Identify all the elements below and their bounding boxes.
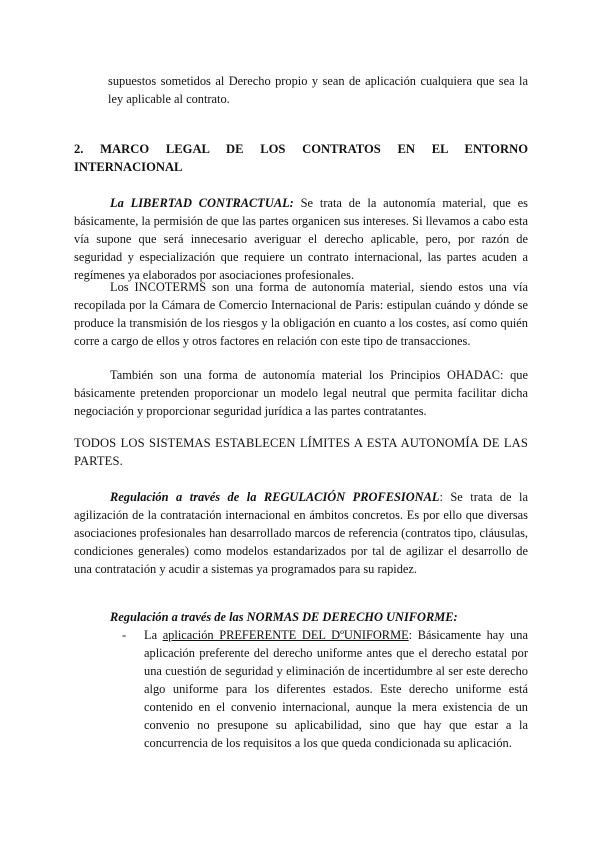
ohadac-paragraph: También son una forma de autonomía material los Principios OHADAC: que básicamente pretenden proporcionar un modelo legal neutral que permita facilitar dicha negociación y proporcionar seguridad jurídica a las partes contratantes. bbox=[74, 368, 528, 418]
section-heading: 2. MARCO LEGAL DE LOS CONTRATOS EN EL ENTORNO INTERNACIONAL bbox=[74, 142, 528, 174]
libertad-title: La LIBERTAD CONTRACTUAL: bbox=[110, 196, 294, 210]
limits-statement: TODOS LOS SISTEMAS ESTABLECEN LÍMITES A ESTA AUTONOMÍA DE LAS PARTES. bbox=[74, 436, 528, 468]
bullet-dash: - bbox=[122, 628, 127, 642]
regulacion-profesional-text: : Se trata de la agilización de la contratación internacional en ámbitos concretos. Es por ello que diversas asociaciones profesionales han desarrollado marcos de referencia (contratos tipo, cláusulas, condiciones generales) como modelos estandarizados por tal de agilizar el desarrollo de una contratación y acudir a sistemas ya programados para su rapidez. bbox=[74, 490, 528, 576]
incoterms-paragraph: Los INCOTERMS son una forma de autonomía material, siendo estos una vía recopilada por la Cámara de Comercio Internacional de Paris: estipulan cuándo y dónde se produce la transmisión de los riesgos y la obligación en cuanto a los costes, así como quién corre a cargo de ellos y otros factores en relación con este tipo de transacciones. bbox=[74, 280, 528, 348]
regulacion-uniforme-heading: Regulación a través de las NORMAS DE DERECHO UNIFORME: bbox=[110, 610, 458, 624]
regulacion-profesional-paragraph bbox=[74, 488, 528, 578]
libertad-text: Se trata de la autonomía material, que es básicamente, la permisión de que las partes organicen sus intereses. Si llevamos a cabo esta vía supone que será innecesario averiguar el derecho aplicable, pero, por razón de seguridad y especialización que requiere un contrato internacional, las partes acuden a regímenes ya elaborados por asociaciones profesionales. bbox=[74, 196, 528, 282]
uniforme-underlined-term: aplicación PREFERENTE DEL DºUNIFORME bbox=[162, 628, 409, 642]
uniforme-bullet-item: La aplicación PREFERENTE DEL DºUNIFORME: Básicamente hay una aplicación preferente del derecho uniforme antes que el derecho estatal por una cuestión de seguridad y eliminación de incertidumbre al ser este derecho algo uniforme para los diferentes estados. Este derecho uniforme está contenido en el convenio internacional, aunque la mera existencia de un convenio no presupone su aplicabilidad, sino que hay que estar a la concurrencia de los requisitos a los que queda condicionada su aplicación. bbox=[144, 628, 529, 750]
regulacion-profesional-title: Regulación a través de la REGULACIÓN PROFESIONAL bbox=[110, 490, 440, 504]
libertad-paragraph bbox=[74, 194, 528, 284]
intro-paragraph: supuestos sometidos al Derecho propio y sean de aplicación cualquiera que sea la ley aplicable al contrato. bbox=[108, 74, 528, 106]
